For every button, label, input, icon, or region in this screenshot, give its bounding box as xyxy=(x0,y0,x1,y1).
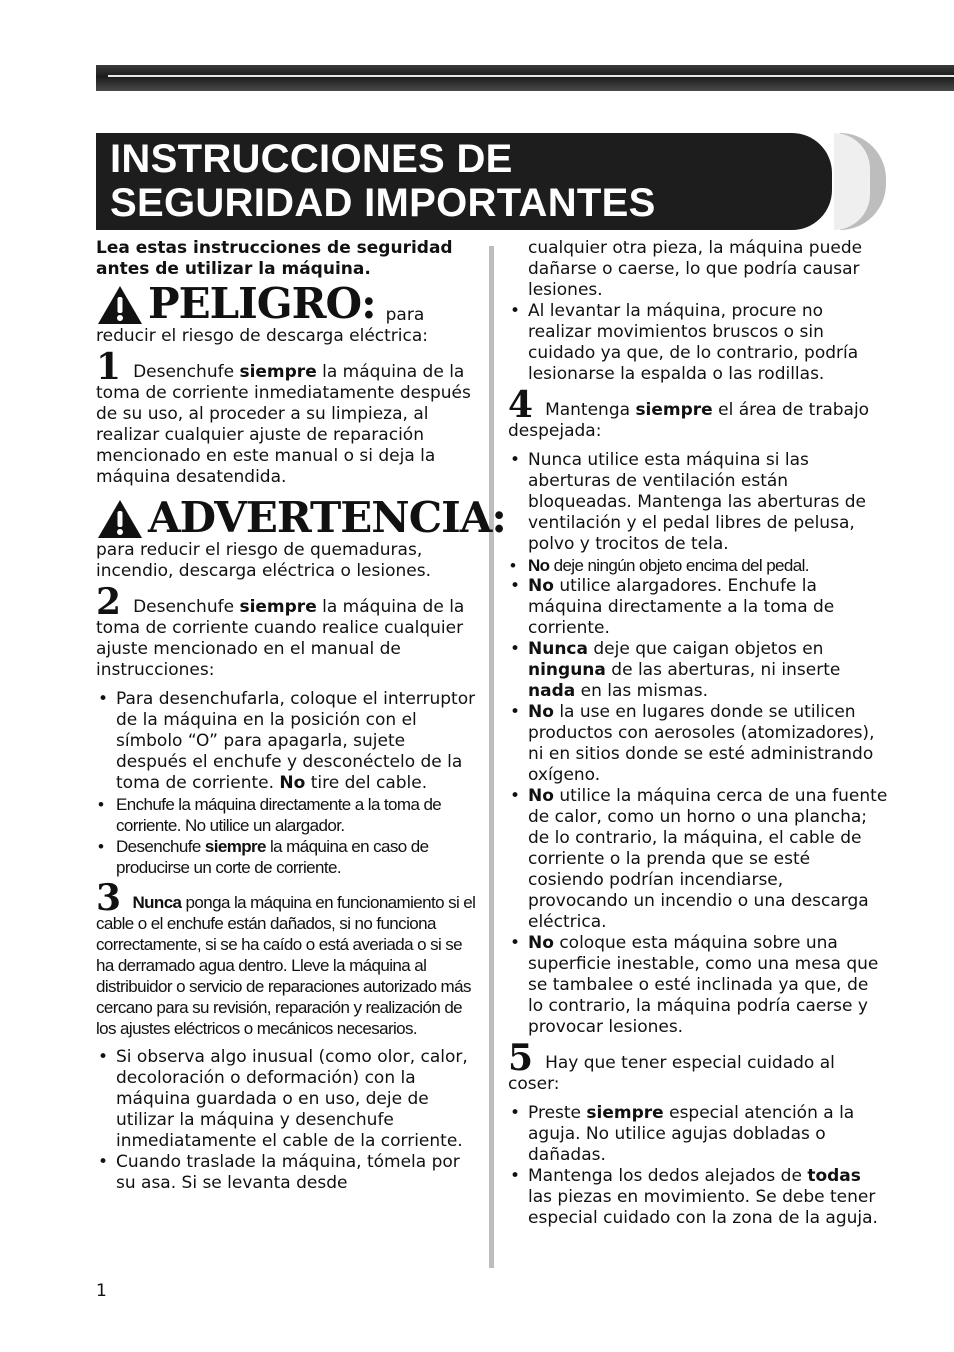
item-5-number: 5 xyxy=(508,1037,534,1079)
bullet-text: Al levantar la máquina, procure no realizar movimientos bruscos o sin cuidado ya que, de lo contrario, podría lesionarse la espalda o las rodillas. xyxy=(528,301,859,384)
bullet-text: Para desenchufarla, coloque el interruptor de la máquina en la posición con el símbolo “O” para apagarla, sujete después el enchufe y desconéctelo de la toma de corriente. xyxy=(116,689,476,793)
bullet-text: la use en lugares donde se utilicen productos con aerosoles (atomizadores), ni en sitios donde se esté administrando oxígeno. xyxy=(528,702,875,785)
warning-triangle-icon xyxy=(96,498,144,540)
bullet-bold: No xyxy=(528,576,554,596)
bullet-text: coloque esta máquina sobre una superficie inestable, como una mesa que se tambalee o esté inclinada ya que, de lo contrario, la máquina podría caerse y provocar lesiones. xyxy=(528,933,879,1037)
bullet-bold: ninguna xyxy=(528,660,606,680)
item-1-number: 1 xyxy=(96,346,122,388)
item-4-bold: siempre xyxy=(635,400,713,420)
bullet-text: Enchufe la máquina directamente a la toma de corriente. No utilice un alargador. xyxy=(116,795,442,835)
bullet-text: Cuando traslade la máquina, tómela por su asa. Si se levanta desde xyxy=(116,1152,460,1193)
danger-text: reducir el riesgo de descarga eléctrica: xyxy=(96,326,428,346)
item-4-post: el área de trabajo despejada: xyxy=(508,400,870,441)
page-title-line1: INSTRUCCIONES DE xyxy=(110,137,513,181)
list-item xyxy=(508,933,888,1038)
item-3-bullets xyxy=(96,1047,476,1194)
bullet-text: la máquina en caso de producirse un corte de corriente. xyxy=(116,837,429,877)
bullet-text: las piezas en movimiento. Se debe tener especial cuidado con la zona de la aguja. xyxy=(528,1187,878,1228)
bullet-bold: No xyxy=(528,933,554,953)
item-1-post: la máquina de la toma de corriente inmediatamente después de su uso, al proceder a su limpieza, al realizar cualquier ajuste de reparación mencionado en este manual o si deja la máquina desatendida. xyxy=(96,362,471,487)
item-2-post: la máquina de la toma de corriente cuando realice cualquier ajuste mencionado en el manual de instrucciones: xyxy=(96,597,465,680)
bullet-bold: No xyxy=(528,556,550,575)
intro-text: Lea estas instrucciones de seguridad antes de utilizar la máquina. xyxy=(96,238,453,279)
item-3-number: 3 xyxy=(96,877,121,919)
bullet-bold: No xyxy=(528,786,554,806)
bullet-bold: siempre xyxy=(586,1103,664,1123)
list-item xyxy=(508,702,888,786)
list-item xyxy=(96,1047,476,1152)
bullet-bold: todas xyxy=(807,1166,861,1186)
bullet-text: de las aberturas, ni inserte xyxy=(605,660,841,680)
list-item xyxy=(508,301,888,385)
title-banner xyxy=(96,133,888,230)
warning-text: para reducir el riesgo de quemaduras, incendio, descarga eléctrica o lesiones. xyxy=(96,540,431,581)
item-4-number: 4 xyxy=(508,384,534,426)
warning-triangle-icon xyxy=(96,284,144,326)
list-item xyxy=(96,836,476,878)
warning-heading-row xyxy=(96,493,506,542)
bullet-text: en las mismas. xyxy=(575,681,709,701)
bullet-text: deje que caigan objetos en xyxy=(587,639,824,659)
bullet-text: utilice la máquina cerca de una fuente de calor, como un horno o una plancha; de lo contrario, la máquina, el cable de corriente o la prenda que se esté cosiendo podrían incendiarse, provocando un incendio o una descarga eléctrica. xyxy=(528,786,888,932)
list-item xyxy=(96,794,476,836)
list-item xyxy=(96,689,476,794)
bullet-bold: No xyxy=(528,702,554,722)
bullet-text: deje ningún objeto encima del pedal. xyxy=(549,556,809,575)
item-2-pre: Desenchufe xyxy=(133,597,240,617)
item-3-post: ponga la máquina en funcionamiento si el cable o el enchufe están dañados, si no funciona correctamente, si se ha caído o está averiada o si se ha derramado agua dentro. Lleve la máquina al distribuidor o servicio de reparaciones autorizado más cercano para su revisión, reparación y realización de los ajustes eléctricos o mecánicos necesarios. xyxy=(96,893,476,1038)
lift-bullets xyxy=(508,301,888,385)
bullet-text: Preste xyxy=(528,1103,587,1123)
header-bar-line xyxy=(108,75,954,77)
bullet-text: Nunca utilice esta máquina si las aberturas de ventilación están bloqueadas. Mantenga las aberturas de ventilación y el pedal libres de pelusa, polvo y trocitos de tela. xyxy=(528,450,867,554)
header-bar xyxy=(96,65,954,91)
bullet-text: Si observa algo inusual (como olor, calor, decoloración o deformación) con la máquina guardada o en uso, deje de utilizar la máquina y desenchufe inmediatamente el cable de la corriente. xyxy=(116,1047,468,1151)
danger-heading-tail: para xyxy=(385,305,425,325)
column-divider xyxy=(489,246,494,1268)
list-item xyxy=(508,639,888,702)
danger-heading: PELIGRO: xyxy=(148,279,376,328)
item-1-pre: Desenchufe xyxy=(133,362,240,382)
page-title xyxy=(110,133,656,225)
left-column xyxy=(96,238,506,1194)
bullet-text: Mantenga los dedos alejados de xyxy=(528,1166,808,1186)
list-item xyxy=(508,555,888,576)
bullet-text: tire del cable. xyxy=(305,773,428,793)
danger-heading-row xyxy=(96,279,476,328)
item-4-bullets xyxy=(508,450,888,1038)
bullet-bold: Nunca xyxy=(528,639,588,659)
page-number: 1 xyxy=(96,1281,107,1301)
right-column xyxy=(508,238,888,1229)
bullet-text: especial atención a la aguja. No utilice agujas dobladas o dañadas. xyxy=(528,1103,855,1165)
item-1 xyxy=(96,346,476,488)
item-3 xyxy=(96,877,476,1039)
bullet-bold: nada xyxy=(528,681,576,701)
bullet-text: utilice alargadores. Enchufe la máquina directamente a la toma de corriente. xyxy=(528,576,835,638)
item-2-number: 2 xyxy=(96,581,122,623)
item-2-bold: siempre xyxy=(239,597,317,617)
item-4-pre: Mantenga xyxy=(545,400,636,420)
list-item xyxy=(96,1152,476,1194)
bullet-bold: siempre xyxy=(204,837,266,856)
item-4 xyxy=(508,384,888,442)
item-2-bullets xyxy=(96,689,476,878)
list-item xyxy=(508,1166,888,1229)
page-title-line2: SEGURIDAD IMPORTANTES xyxy=(110,181,656,225)
item-3-bold: Nunca xyxy=(132,893,182,912)
bullet-text: Desenchufe xyxy=(116,837,205,856)
warning-heading: ADVERTENCIA: xyxy=(148,493,506,542)
item-5-bullets xyxy=(508,1103,888,1229)
list-item xyxy=(508,450,888,555)
list-item xyxy=(508,1103,888,1166)
list-item xyxy=(508,786,888,933)
item-5-text: Hay que tener especial cuidado al coser: xyxy=(508,1053,835,1094)
continued-text: cualquier otra pieza, la máquina puede dañarse o caerse, lo que podría causar lesiones. xyxy=(528,238,863,300)
item-2 xyxy=(96,581,476,681)
item-5 xyxy=(508,1037,888,1095)
list-item xyxy=(508,576,888,639)
item-1-bold: siempre xyxy=(239,362,317,382)
bullet-bold: No xyxy=(279,773,306,793)
